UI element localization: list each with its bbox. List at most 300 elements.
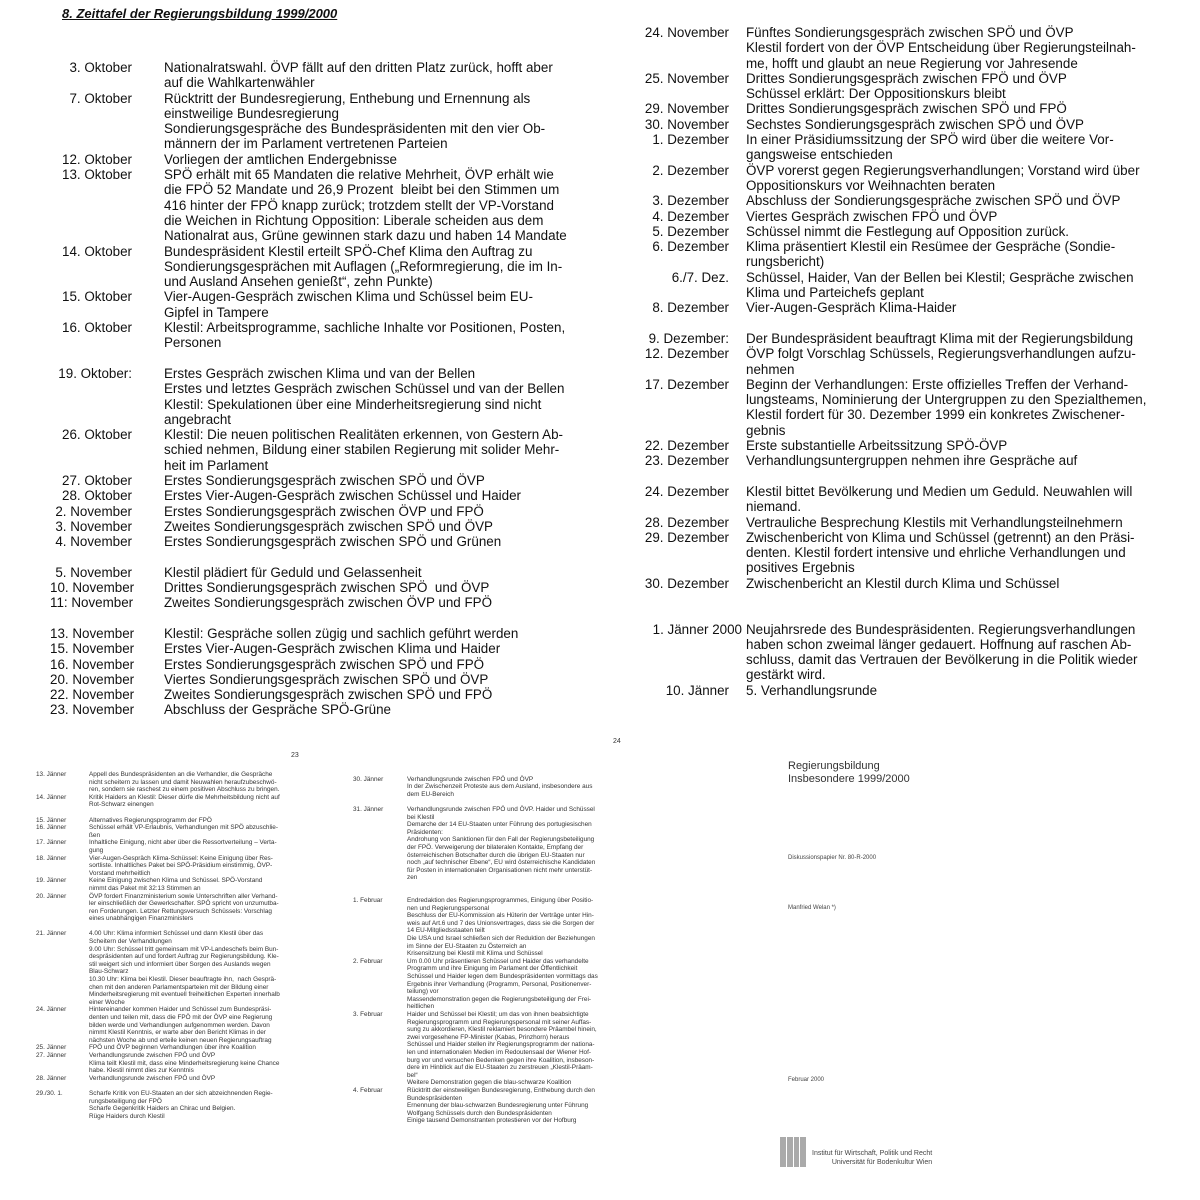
entry-text bbox=[746, 224, 1152, 239]
timeline-entry bbox=[353, 1011, 623, 1087]
entry-date: 10. Jänner bbox=[665, 682, 729, 698]
timeline-entry bbox=[36, 855, 306, 878]
timeline-entry bbox=[632, 239, 1152, 270]
entry-text bbox=[164, 167, 570, 243]
entry-text bbox=[164, 152, 570, 167]
entry-line: Ergebnis ihrer Verhandlung (Programm, Personal, Positionenver- bbox=[407, 980, 592, 988]
timeline-entry bbox=[50, 91, 570, 152]
entry-line: Klima präsentiert Klestil ein Resümee der Gespräche (Sondie- bbox=[746, 239, 1116, 255]
entry-line: einer Woche bbox=[89, 998, 125, 1006]
entry-line: Vier-Augen-Gespräch Klima-Haider bbox=[746, 300, 957, 316]
entry-line: Klestil: Arbeitsprogramme, sachliche Inhalte vor Positionen, Posten, bbox=[164, 320, 566, 336]
entry-line: dem EU-Bereich bbox=[407, 790, 454, 798]
entry-line: Wolfgang Schüssels durch den Bundespräsidenten bbox=[407, 1109, 552, 1117]
cover-author: Manfried Welan *) bbox=[788, 905, 836, 911]
timeline-entry bbox=[50, 687, 570, 702]
institute-name bbox=[812, 1150, 932, 1167]
entry-line: österreichischen Botschafter durch die übrigen EU-Staaten nur bbox=[407, 851, 585, 859]
entry-date: 16. Jänner bbox=[36, 824, 67, 832]
entry-line: sung zu akkordieren, Klestil reklamiert besondere Präambel hinein, bbox=[407, 1026, 597, 1034]
entry-line: Schüssel und Haider stellen ihr Regierungsprogramm der nationa- bbox=[407, 1041, 595, 1049]
timeline-entry bbox=[50, 657, 570, 672]
spacer bbox=[632, 316, 1152, 331]
entry-date: 12. Oktober bbox=[62, 151, 132, 167]
entry-line: zwei vorgesehene FP-Minister (Kabas, Prinzhorn) heraus bbox=[407, 1033, 570, 1041]
entry-line: 9.00 Uhr: Schüssel tritt gemeinsam mit VP-Landeschefs beim Bun- bbox=[89, 945, 279, 953]
timeline-entry bbox=[632, 71, 1152, 102]
entry-text bbox=[89, 839, 306, 854]
entry-text bbox=[164, 504, 570, 519]
entry-line: Verhandlungsrunde zwischen FPÖ und ÖVP. Haider und Schüssel bbox=[407, 805, 595, 813]
entry-line: Regierungsprogramm und Regierungspersonal mit seiner Auffas- bbox=[407, 1018, 592, 1026]
entry-text bbox=[164, 626, 570, 641]
entry-line: für Posten in internationalen Organisationen nicht mehr unterstüt- bbox=[407, 866, 593, 874]
entry-line: Zwischenbericht von Klima und Schüssel (getrennt) an den Präsi- bbox=[746, 529, 1135, 545]
entry-text bbox=[164, 672, 570, 687]
entry-text bbox=[746, 377, 1152, 438]
entry-line: 14 EU-Mitgliedsstaaten teilt bbox=[407, 927, 485, 935]
entry-date: 3. Dezember bbox=[652, 193, 729, 209]
entry-line: rungsbeteiligung der FPÖ bbox=[89, 1097, 162, 1105]
entry-line: heitlichen bbox=[407, 1003, 435, 1011]
entry-line: Klestil bittet Bevölkerung und Medien um Geduld. Neuwahlen will bbox=[746, 483, 1133, 499]
entry-line: gebnis bbox=[746, 422, 786, 438]
timeline-entry bbox=[50, 366, 570, 427]
entry-line: Zweites Sondierungsgespräch zwischen ÖVP und FPÖ bbox=[164, 595, 492, 611]
entry-text bbox=[746, 209, 1152, 224]
entry-date: 25. November bbox=[644, 70, 729, 86]
entry-line: bel“ bbox=[407, 1071, 418, 1079]
entry-line: Vorliegen der amtlichen Endergebnisse bbox=[164, 151, 397, 167]
entry-text bbox=[164, 687, 570, 702]
spacer bbox=[50, 611, 570, 626]
entry-text bbox=[746, 101, 1152, 116]
entry-line: Erstes Sondierungsgespräch zwischen SPÖ und ÖVP bbox=[164, 473, 485, 489]
entry-line: Drittes Sondierungsgespräch zwischen SPÖ und FPÖ bbox=[746, 101, 1067, 117]
entry-text bbox=[164, 289, 570, 320]
spacer bbox=[353, 768, 623, 776]
entry-date: 27. Jänner bbox=[36, 1051, 67, 1059]
timeline-entry bbox=[50, 289, 570, 320]
entry-text bbox=[746, 346, 1152, 377]
timeline-entry bbox=[632, 346, 1152, 377]
entry-date: 22. November bbox=[50, 687, 135, 703]
timeline-entry bbox=[632, 193, 1152, 208]
timeline-entry bbox=[50, 60, 570, 91]
entry-date: 14. Oktober bbox=[62, 243, 132, 259]
entry-text bbox=[164, 519, 570, 534]
entry-line: ÖVP fordert Finanzministerium sowie Unterschriften aller Verhand- bbox=[89, 892, 278, 900]
entry-text bbox=[746, 515, 1152, 530]
entry-text bbox=[89, 824, 306, 839]
entry-line: Keine Einigung zwischen Klima und Schüssel. SPÖ-Vorstand bbox=[89, 877, 263, 885]
cover-date: Februar 2000 bbox=[788, 1077, 825, 1083]
timeline-entry bbox=[36, 1075, 306, 1083]
entry-date: 17. Dezember bbox=[644, 376, 729, 392]
timeline-entry bbox=[632, 453, 1152, 468]
entry-line: Schüssel und Haider legen dem Bundespräsidenten vormittags das bbox=[407, 973, 598, 981]
logo-bar bbox=[787, 1137, 793, 1167]
entry-line: Verhandlungsrunde zwischen FPÖ und ÖVP bbox=[89, 1051, 216, 1059]
entry-text bbox=[746, 453, 1152, 468]
entry-text bbox=[746, 239, 1152, 270]
timeline-entry bbox=[632, 25, 1152, 71]
entry-date: 3. Oktober bbox=[69, 60, 132, 75]
entry-date: 29. Dezember bbox=[644, 529, 729, 545]
entry-text bbox=[746, 576, 1152, 591]
entry-line: Erstes Sondierungsgespräch zwischen SPÖ und Grünen bbox=[164, 534, 502, 550]
timeline-entry bbox=[36, 1044, 306, 1052]
entry-line: Oppositionskurs vor Weihnachten beraten bbox=[746, 177, 996, 193]
entry-date: 27. Oktober bbox=[62, 473, 132, 489]
entry-text bbox=[746, 622, 1152, 683]
entry-text bbox=[89, 1075, 306, 1083]
entry-line: positives Ergebnis bbox=[746, 560, 855, 576]
entry-line: FPÖ und ÖVP beginnen Verhandlungen über ihre Koalition bbox=[89, 1044, 256, 1052]
entry-line: Sondierungsgesprächen mit Auflagen („Reformregierung, die im In- bbox=[164, 258, 563, 274]
spacer bbox=[353, 890, 623, 898]
entry-text bbox=[746, 193, 1152, 208]
entry-date: 13. Oktober bbox=[62, 167, 132, 183]
entry-line: Drittes Sondierungsgespräch zwischen FPÖ und ÖVP bbox=[746, 70, 1067, 86]
entry-line: ren, sondern sie raschest zu einem positiven Abschluss zu bringen. bbox=[89, 786, 280, 794]
entry-line: ren Forderungen. Letzter Rettungsversuch Schüssels: Vorschlag bbox=[89, 907, 272, 915]
entry-text bbox=[746, 270, 1152, 301]
entry-text bbox=[407, 806, 623, 882]
entry-date: 31. Jänner bbox=[353, 805, 384, 813]
entry-line: Rücktritt der einstweiligen Bundesregierung, Enthebung durch den bbox=[407, 1086, 595, 1094]
entry-line: Klima teilt Klestil mit, dass eine Minderheitsregierung keine Chance bbox=[89, 1059, 280, 1067]
entry-date: 18. Jänner bbox=[36, 854, 67, 862]
entry-text bbox=[89, 1006, 306, 1044]
entry-line: bei Klestil bbox=[407, 813, 435, 821]
entry-line: Klestil: Die neuen politischen Realitäten erkennen, von Gestern Ab- bbox=[164, 427, 563, 443]
entry-line: nehmen bbox=[746, 361, 795, 377]
cover-title-line1: Regierungsbildung bbox=[788, 760, 880, 772]
spacer bbox=[353, 798, 623, 806]
entry-date: 1. Dezember bbox=[652, 132, 729, 148]
timeline-entry bbox=[36, 839, 306, 854]
entry-date: 16. November bbox=[50, 656, 135, 672]
entry-line: len und internationalen Medien im Redoutensaal der Wiener Hof- bbox=[407, 1048, 592, 1056]
entry-line: Schüssel nimmt die Festlegung auf Opposition zurück. bbox=[746, 223, 1070, 239]
entry-line: me, hofft und glaubt an neue Regierung vor Jahresende bbox=[746, 55, 1078, 71]
entry-text bbox=[164, 488, 570, 503]
timeline-entry bbox=[36, 893, 306, 923]
entry-date: 15. Oktober bbox=[62, 289, 132, 305]
spacer bbox=[36, 809, 306, 817]
entry-line: burg vor und versuchen Bedenken gegen ihre Koalition, insbeson- bbox=[407, 1056, 595, 1064]
timeline-entry bbox=[632, 683, 1152, 698]
entry-line: Personen bbox=[164, 335, 222, 351]
entry-text bbox=[164, 657, 570, 672]
entry-date: 17. Jänner bbox=[36, 839, 67, 847]
entry-line: teilung) vor bbox=[407, 988, 439, 996]
entry-line: habe. Klestil nimmt dies zur Kenntnis bbox=[89, 1067, 194, 1075]
entry-line: 10.30 Uhr: Klima bei Klestil. Dieser beauftragte ihn, nach Gesprä- bbox=[89, 976, 277, 984]
timeline-entry bbox=[50, 519, 570, 534]
entry-line: die Weichen in Richtung Opposition: Liberale scheiden aus dem bbox=[164, 212, 544, 228]
entry-date: 2. Dezember bbox=[652, 162, 729, 178]
timeline-entry bbox=[632, 270, 1152, 301]
entry-text bbox=[89, 1090, 306, 1120]
entry-line: nen und Regierungspersonal bbox=[407, 904, 490, 912]
timeline-entry bbox=[50, 702, 570, 717]
timeline-entry bbox=[36, 794, 306, 809]
entry-line: Schüssel, Haider, Van der Bellen bei Klestil; Gespräche zwischen bbox=[746, 269, 1134, 285]
entry-date: 20. Jänner bbox=[36, 892, 67, 900]
entry-line: Gipfel in Tampere bbox=[164, 304, 269, 320]
entry-date: 23. Dezember bbox=[644, 453, 729, 469]
entry-line: und Ausland Ansehen genießt“, zehn Punkte) bbox=[164, 274, 433, 290]
entry-date: 2. November bbox=[55, 503, 132, 519]
timeline-entry bbox=[353, 806, 623, 882]
timeline-entry bbox=[36, 877, 306, 892]
logo-bar bbox=[800, 1137, 806, 1167]
entry-line: Erstes Sondierungsgespräch zwischen SPÖ und FPÖ bbox=[164, 656, 485, 672]
entry-text bbox=[746, 530, 1152, 576]
entry-line: Krisensitzung bei Klestil mit Klima und Schüssel bbox=[407, 950, 543, 958]
entry-line: rungsbericht) bbox=[746, 254, 825, 270]
entry-line: nimmt Klestil Kenntnis, er warte aber den Bericht Klimas in der bbox=[89, 1029, 266, 1037]
entry-line: Scharfe Gegenkritik Haiders an Chirac und Belgien. bbox=[89, 1105, 236, 1113]
entry-text bbox=[164, 595, 570, 610]
entry-date: 26. Oktober bbox=[62, 427, 132, 443]
entry-date: 21. Jänner bbox=[36, 930, 67, 938]
timeline-entry bbox=[632, 530, 1152, 576]
entry-text bbox=[164, 366, 570, 427]
entry-line: In einer Präsidiumssitzung der SPÖ wird über die weitere Vor- bbox=[746, 132, 1114, 148]
entry-text bbox=[746, 683, 1152, 698]
timeline-entry bbox=[50, 641, 570, 656]
entry-line: Haider und Schüssel bei Klestil; um das von ihnen beabsichtigte bbox=[407, 1011, 589, 1018]
entry-line: ler einschließlich der Gewerkschafter. SPÖ spricht von unzumutba- bbox=[89, 900, 279, 908]
entry-line: der FPÖ. Verweigerung der bilateralen Kontakte, Empfang der bbox=[407, 843, 584, 851]
entry-line: Abschluss der Gespräche SPÖ-Grüne bbox=[164, 702, 392, 718]
entry-date: 1. Februar bbox=[353, 897, 383, 905]
entry-text bbox=[89, 930, 306, 1006]
entry-date: 16. Oktober bbox=[62, 320, 132, 336]
timeline-entry bbox=[353, 1087, 623, 1125]
timeline-column-left bbox=[50, 60, 570, 718]
timeline-entry bbox=[632, 622, 1152, 683]
entry-text bbox=[407, 1011, 623, 1087]
entry-line: auf die Wahlkartenwähler bbox=[164, 75, 315, 91]
entry-line: Ernennung der blau-schwarzen Bundesregierung unter Führung bbox=[407, 1102, 589, 1110]
entry-text bbox=[164, 60, 570, 91]
entry-line: Sechstes Sondierungsgespräch zwischen SPÖ und ÖVP bbox=[746, 116, 1084, 132]
entry-line: Scharfe Kritik von EU-Staaten an der sich abzeichnenden Regie- bbox=[89, 1089, 273, 1097]
entry-line: lungsteams, Nominierung der Untergruppen zu den Spezialthemen, bbox=[746, 392, 1147, 408]
entry-line: Hintereinander kommen Haider und Schüssel zum Bundespräsi- bbox=[89, 1006, 272, 1014]
entry-line: Abschluss der Sondierungsgespräche zwischen SPÖ und ÖVP bbox=[746, 193, 1121, 209]
entry-line: Klestil fordert von der ÖVP Entscheidung über Regierungsteilnah- bbox=[746, 40, 1136, 56]
entry-line: eines unabhängigen Finanzministers bbox=[89, 915, 194, 923]
timeline-entry bbox=[50, 427, 570, 473]
entry-text bbox=[164, 427, 570, 473]
entry-text bbox=[89, 877, 306, 892]
institute-line1: Institut für Wirtschaft, Politik und Recht bbox=[812, 1150, 933, 1157]
entry-text bbox=[746, 331, 1152, 346]
timeline-entry bbox=[50, 580, 570, 595]
entry-date: 4. Februar bbox=[353, 1086, 383, 1094]
entry-line: Androhung von Sanktionen für den Fall der Regierungsbeteiligung bbox=[407, 836, 595, 844]
entry-line: Vertrauliche Besprechung Klestils mit Verhandlungsteilnehmern bbox=[746, 514, 1123, 530]
entry-line: Demarche der 14 EU-Staaten unter Führung des portugiesischen bbox=[407, 821, 592, 829]
spacer bbox=[632, 606, 1152, 621]
entry-date: 28. Dezember bbox=[644, 514, 729, 530]
entry-date: 15. November bbox=[50, 641, 135, 657]
entry-text bbox=[407, 958, 623, 1011]
entry-line: Kritik Haiders an Klestil: Dieser dürfe die Mehrheitsbildung nicht auf bbox=[89, 793, 280, 801]
entry-text bbox=[746, 71, 1152, 102]
entry-line: Der Bundespräsident beauftragt Klima mit der Regierungsbildung bbox=[746, 330, 1134, 346]
entry-text bbox=[407, 1087, 623, 1125]
entry-date: 9. Dezember: bbox=[648, 330, 729, 346]
timeline-entry bbox=[632, 515, 1152, 530]
timeline-column-right bbox=[632, 25, 1152, 698]
entry-line: SPÖ erhält mit 65 Mandaten die relative Mehrheit, ÖVP erhält wie bbox=[164, 167, 554, 183]
entry-line: Zwischenbericht an Klestil durch Klima und Schüssel bbox=[746, 575, 1060, 591]
entry-date: 15. Jänner bbox=[36, 816, 67, 824]
entry-text bbox=[746, 25, 1152, 71]
entry-text bbox=[89, 771, 306, 794]
timeline-entry bbox=[353, 776, 623, 799]
entry-line: Programm und ihre Einigung im Parlament der Öffentlichkeit bbox=[407, 965, 578, 973]
entry-line: Erstes Vier-Augen-Gespräch zwischen Klima und Haider bbox=[164, 641, 501, 657]
entry-line: niemand. bbox=[746, 499, 802, 515]
entry-text bbox=[407, 897, 623, 958]
timeline-entry bbox=[50, 244, 570, 290]
timeline-entry bbox=[50, 473, 570, 488]
entry-date: 19. Oktober: bbox=[58, 365, 132, 381]
entry-date: 1. Jänner 2000 bbox=[652, 621, 742, 637]
institute-line2: Universität für Bodenkultur Wien bbox=[831, 1158, 933, 1166]
entry-line: nächsten Woche ab und erteile keinen neuen Regierungsauftrag bbox=[89, 1036, 272, 1044]
timeline-entry bbox=[632, 377, 1152, 438]
entry-line: Schüssel erhält VP-Erlaubnis, Verhandlungen mit SPÖ abzuschlie- bbox=[89, 824, 278, 832]
timeline-title: 8. Zeittafel der Regierungsbildung 1999/2000 bbox=[62, 6, 338, 21]
institute-logo bbox=[780, 1137, 806, 1167]
spacer bbox=[36, 923, 306, 931]
entry-line: Klestil plädiert für Geduld und Gelassenheit bbox=[164, 564, 422, 580]
entry-text bbox=[89, 1044, 306, 1052]
entry-line: zen bbox=[407, 874, 418, 882]
entry-text bbox=[164, 473, 570, 488]
entry-date: 6. Dezember bbox=[652, 239, 729, 255]
timeline-entry bbox=[50, 167, 570, 243]
timeline-entry bbox=[353, 958, 623, 1011]
entry-line: schied nehmen, Bildung einer stabilen Regierung mit solider Mehr- bbox=[164, 442, 560, 458]
entry-text bbox=[89, 1052, 306, 1075]
entry-text bbox=[164, 565, 570, 580]
entry-line: Beginn der Verhandlungen: Erste offizielles Treffen der Verhand- bbox=[746, 376, 1129, 392]
timeline-entry bbox=[353, 897, 623, 958]
entry-date: 23. November bbox=[50, 702, 135, 718]
entry-text bbox=[746, 484, 1152, 515]
entry-line: Klestil: Spekulationen über eine Minderheitsregierung sind nicht bbox=[164, 396, 542, 412]
entry-line: heit im Parlament bbox=[164, 457, 269, 473]
entry-line: dere im Hinblick auf die EU-Staaten zu zerstreuen „Klestil-Präam- bbox=[407, 1064, 593, 1072]
entry-text bbox=[407, 776, 623, 799]
entry-text bbox=[746, 438, 1152, 453]
entry-line: Verhandlungsrunde zwischen FPÖ und ÖVP bbox=[89, 1074, 216, 1082]
entry-text bbox=[746, 300, 1152, 315]
entry-line: despräsidenten auf und fordert Auftrag zur Regierungsbildung. Kle- bbox=[89, 953, 279, 961]
timeline-entry bbox=[36, 824, 306, 839]
timeline-entry bbox=[50, 504, 570, 519]
entry-text bbox=[89, 855, 306, 878]
entry-text bbox=[164, 244, 570, 290]
entry-line: Einige tausend Demonstranten protestieren vor der Hofburg bbox=[407, 1117, 577, 1125]
entry-line: bilden werde und Verhandlungen aufgenommen werden. Davon bbox=[89, 1021, 270, 1029]
timeline-entry bbox=[50, 626, 570, 641]
entry-date: 7. Oktober bbox=[69, 90, 132, 106]
entry-line: Erstes Sondierungsgespräch zwischen ÖVP und FPÖ bbox=[164, 503, 484, 519]
entry-text bbox=[164, 320, 570, 351]
timeline-entry bbox=[632, 484, 1152, 515]
entry-date: 3. Februar bbox=[353, 1011, 383, 1018]
entry-date: 30. Dezember bbox=[644, 575, 729, 591]
timeline-entry bbox=[36, 930, 306, 1006]
entry-date: 28. Oktober bbox=[62, 488, 132, 504]
timeline-entry bbox=[36, 1052, 306, 1075]
entry-line: Bundespräsident Klestil erteilt SPÖ-Chef Klima den Auftrag zu bbox=[164, 243, 533, 259]
entry-date: 29./30. 1. bbox=[36, 1089, 63, 1097]
entry-line: chen mit den anderen Parlamentsparteien mit der Bildung einer bbox=[89, 983, 269, 991]
logo-bar bbox=[780, 1137, 786, 1167]
entry-line: Rot-Schwarz einengen bbox=[89, 801, 154, 809]
entry-line: nicht scheitern zu lassen und damit Neuwahlen heraufzubeschwö- bbox=[89, 778, 277, 786]
entry-line: Rücktritt der Bundesregierung, Enthebung und Ernennung als bbox=[164, 90, 531, 106]
entry-line: Beschluss der EU-Kommission als Hüterin der Verträge unter Hin- bbox=[407, 912, 594, 920]
timeline-entry bbox=[50, 565, 570, 580]
timeline-page-24 bbox=[353, 768, 623, 1125]
entry-line: denten. Klestil fordert intensive und ehrliche Verhandlungen und bbox=[746, 545, 1126, 561]
entry-line: ßen bbox=[89, 831, 101, 839]
spacer bbox=[36, 1082, 306, 1090]
entry-date: 30. Jänner bbox=[353, 775, 384, 783]
entry-text bbox=[746, 117, 1152, 132]
entry-line: Vier-Augen-Gespräch zwischen Klima und Schüssel beim EU- bbox=[164, 289, 533, 305]
entry-line: Schüssel erklärt: Der Oppositionskurs bleibt bbox=[746, 86, 1006, 102]
entry-line: haben schon zweimal länger gedauert. Hoffnung auf raschen Ab- bbox=[746, 636, 1132, 652]
timeline-entry bbox=[50, 488, 570, 503]
timeline-entry bbox=[36, 1006, 306, 1044]
entry-line: In der Zwischenzeit Proteste aus dem Ausland, insbesondere aus bbox=[407, 783, 593, 791]
entry-line: Viertes Gespräch zwischen FPÖ und ÖVP bbox=[746, 208, 998, 224]
timeline-entry bbox=[50, 534, 570, 549]
entry-line: Massendemonstration gegen die Regierungsbeteiligung der Frei- bbox=[407, 995, 592, 1003]
entry-line: Nationalrat aus, Grüne gewinnen stark dazu und haben 14 Mandate bbox=[164, 228, 567, 244]
entry-line: Um 0.00 Uhr präsentieren Schüssel und Haider das verhandelte bbox=[407, 957, 589, 965]
entry-line: weis auf Art.6 und 7 des Unionsvertrages, dass sie die Sorgen der bbox=[407, 919, 595, 927]
entry-date: 22. Dezember bbox=[644, 438, 729, 454]
entry-line: Präsidenten: bbox=[407, 828, 443, 836]
timeline-entry bbox=[50, 320, 570, 351]
entry-line: Erstes Gespräch zwischen Klima und van der Bellen bbox=[164, 365, 476, 381]
entry-line: denten und teilen mit, dass die FPÖ mit der ÖVP eine Regierung bbox=[89, 1014, 273, 1021]
entry-line: Weitere Demonstration gegen die blau-schwarze Koalition bbox=[407, 1079, 572, 1087]
entry-date: 12. Dezember bbox=[644, 346, 729, 362]
spacer bbox=[50, 550, 570, 565]
entry-date: 13. Jänner bbox=[36, 771, 67, 778]
timeline-entry bbox=[632, 117, 1152, 132]
entry-line: gung bbox=[89, 846, 104, 854]
entry-line: Klima und Parteichefs geplant bbox=[746, 285, 924, 301]
entry-line: Verhandlungsuntergruppen nehmen ihre Gespräche auf bbox=[746, 453, 1078, 469]
entry-line: einstweilige Bundesregierung bbox=[164, 105, 339, 121]
